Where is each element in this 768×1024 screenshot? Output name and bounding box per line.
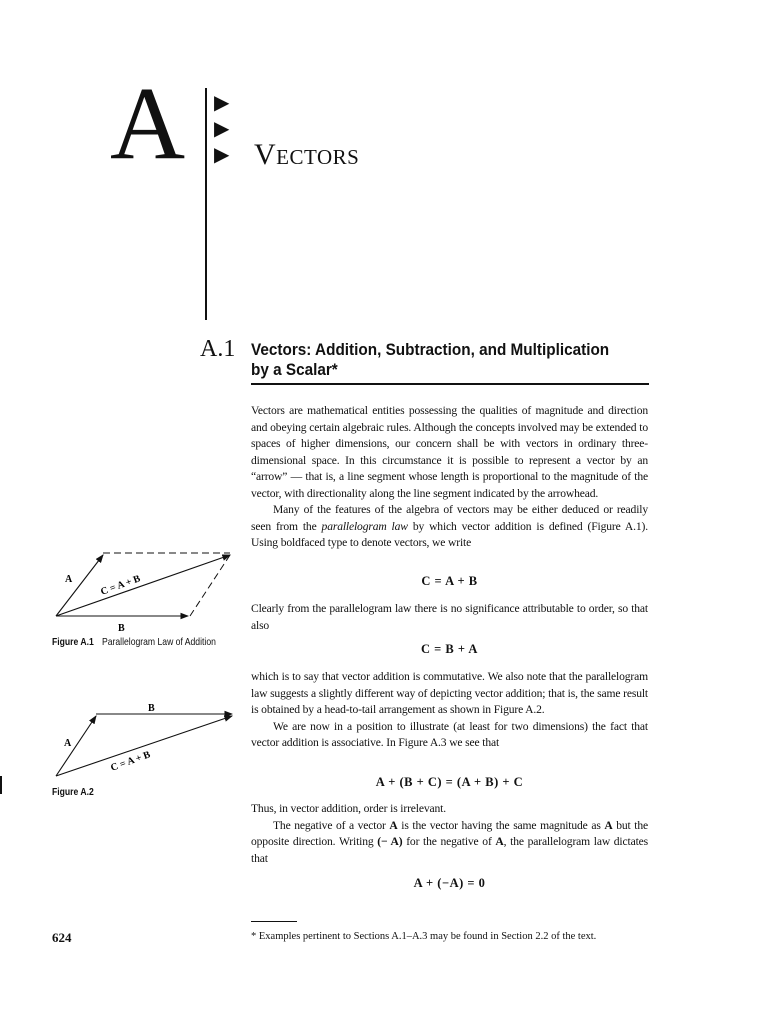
- figure-label: Figure A.1: [52, 636, 94, 648]
- text-run: Many of the features of the algebra of vectors may be either deduced or readily seen from the: [251, 503, 648, 533]
- figure-a2-caption: [52, 786, 94, 798]
- section-number: A.1: [200, 336, 236, 362]
- paragraph: We are now in a position to illustrate (at least for two dimensions) the fact that vector addition is associative. In Figure A.3 we see that: [251, 719, 648, 749]
- vector-c-label: C = A + B: [109, 749, 152, 774]
- vector-b-label: B: [148, 703, 155, 714]
- vector-symbol: A: [495, 835, 504, 848]
- triangle-bullet-icon: ▶: [214, 142, 230, 166]
- emphasis-parallelogram-law: parallelogram law: [321, 519, 408, 533]
- section-title-line: Vectors: Addition, Subtraction, and Multiplication: [251, 340, 610, 359]
- figure-a2-diagram: [40, 698, 240, 788]
- scan-edge-mark: [0, 776, 2, 794]
- paragraph: [251, 818, 648, 868]
- text-run: by which vector addition is defined (Figure A.1). Using boldfaced type to denote vectors, we write: [251, 519, 648, 549]
- vector-c-arrow: [56, 716, 232, 776]
- figure-a1-caption: [52, 636, 216, 648]
- vector-symbol: (− A): [377, 835, 403, 848]
- section-title: [251, 340, 611, 380]
- equation-negative-vector: A + (−A) = 0: [413, 876, 486, 890]
- equation-c-equals-b-plus-a: C = B + A: [421, 642, 478, 656]
- paragraph: Vectors are mathematical entities possessing the qualities of magnitude and direction and obeying certain algebraic rules. Although the concepts involved may be extended to spaces of higher dimensions, our concern shall be with vectors in ordinary three-dimensional space. In this circumstance it is possible to represent a vector by an “arrow” — that is, a line segment whose length is proportional to the magnitude of the vector, with directionality along the line segment indicated by the arrowhead.: [251, 404, 648, 500]
- figure-caption-text: Parallelogram Law of Addition: [101, 636, 216, 648]
- paragraph: Thus, in vector addition, order is irrelevant.: [251, 802, 446, 815]
- page-number: 624: [52, 930, 72, 945]
- section-rule: [251, 383, 649, 385]
- vector-symbol: A: [604, 818, 613, 832]
- text-run: The negative of a vector: [273, 818, 390, 832]
- chapter-letter: A: [110, 66, 186, 181]
- paragraph: which is to say that vector addition is commutative. We also note that the parallelogram law suggests a slightly different way of depicting vector addition; that is, the same result is obtained by a head-to-tail arrangement as shown in Figure A.2.: [251, 670, 648, 716]
- body-paragraphs-3: [251, 669, 648, 752]
- paragraph: [251, 502, 648, 552]
- vector-a-arrow: [56, 716, 96, 776]
- vector-c-arrow: [56, 555, 230, 616]
- text-run: but the opposite direction. Writing: [251, 818, 648, 848]
- vector-a-label: A: [65, 574, 73, 585]
- section-title-line: by a Scalar*: [251, 360, 338, 379]
- equation-associative: A + (B + C) = (A + B) + C: [375, 775, 524, 789]
- vector-symbol: A: [389, 818, 398, 832]
- vector-a-arrow: [56, 555, 103, 616]
- text-run: is the vector having the same magnitude as: [397, 818, 605, 832]
- vector-c-label: C = A + B: [99, 573, 142, 598]
- triangle-bullet-icon: ▶: [214, 116, 230, 140]
- figure-label: Figure A.2: [52, 786, 94, 798]
- body-paragraphs-2: [251, 601, 648, 634]
- vector-a-label: A: [64, 738, 72, 749]
- body-paragraphs-4: [251, 801, 648, 867]
- paragraph: Clearly from the parallelogram law there is no significance attributable to order, so that also: [251, 602, 648, 632]
- equation-c-equals-a-plus-b: C = A + B: [421, 574, 478, 588]
- figure-a1-diagram: [40, 545, 240, 635]
- chapter-title: Vectors: [254, 138, 360, 171]
- footnote-rule: [251, 921, 297, 922]
- text-run: for the negative of: [402, 835, 496, 848]
- triangle-bullet-icon: ▶: [214, 90, 230, 114]
- chapter-divider: [205, 88, 207, 320]
- footnote: * Examples pertinent to Sections A.1–A.3 may be found in Section 2.2 of the text.: [251, 931, 597, 942]
- vector-b-label: B: [118, 623, 125, 634]
- body-paragraphs-1: [251, 403, 648, 552]
- text-run: , the parallelogram law dictates that: [251, 835, 648, 865]
- dashed-side: [190, 555, 230, 616]
